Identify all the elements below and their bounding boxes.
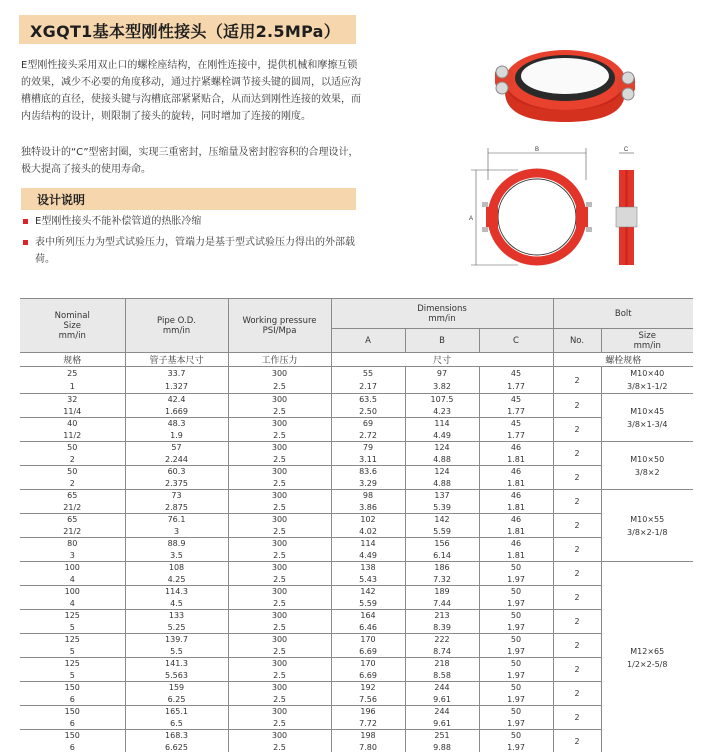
bolt-size-metric: M10×40 — [630, 369, 665, 378]
cell-n: 100 — [20, 562, 125, 574]
cell-c: 1.77 — [479, 380, 553, 394]
cell-wp: 2.5 — [228, 742, 331, 752]
cell-b: 8.74 — [405, 646, 479, 658]
cell-wp: 2.5 — [228, 550, 331, 562]
cell-wp: 2.5 — [228, 380, 331, 394]
cell-b: 7.32 — [405, 574, 479, 586]
cell-a: 102 — [331, 514, 405, 526]
cell-od: 5.563 — [125, 670, 228, 682]
cell-b: 5.39 — [405, 502, 479, 514]
cell-od: 6.25 — [125, 694, 228, 706]
cell-od: 3.5 — [125, 550, 228, 562]
cell-n: 6 — [20, 742, 125, 752]
specification-body — [20, 367, 693, 752]
table-row — [20, 562, 693, 574]
cell-a: 3.29 — [331, 478, 405, 490]
cell-n: 150 — [20, 730, 125, 742]
cell-od: 6.625 — [125, 742, 228, 752]
cell-n: 3 — [20, 550, 125, 562]
table-row — [20, 490, 693, 502]
cn-header-dimensions: 尺寸 — [331, 353, 553, 367]
cell-a: 170 — [331, 658, 405, 670]
cell-c: 45 — [479, 394, 553, 406]
cell-od: 4.25 — [125, 574, 228, 586]
cell-a: 4.49 — [331, 550, 405, 562]
cell-od: 6.5 — [125, 718, 228, 730]
cell-bolt-no: 2 — [553, 706, 601, 730]
col-header-bolt: Bolt — [553, 299, 693, 329]
bolt-size-metric: M12×65 — [630, 646, 665, 656]
cell-wp: 2.5 — [228, 574, 331, 586]
dimension-label-a: A — [468, 216, 474, 222]
table-row — [20, 466, 693, 478]
cell-b: 107.5 — [405, 394, 479, 406]
page-title: XGQT1基本型刚性接头（适用2.5MPa） — [30, 22, 341, 41]
cell-b: 213 — [405, 610, 479, 622]
cell-wp: 300 — [228, 514, 331, 526]
cell-bolt-no: 2 — [553, 682, 601, 706]
cell-wp: 300 — [228, 682, 331, 694]
table-row — [20, 442, 693, 454]
cell-wp: 2.5 — [228, 718, 331, 730]
cell-od: 48.3 — [125, 418, 228, 430]
table-row — [20, 658, 693, 670]
cell-c: 1.81 — [479, 478, 553, 490]
cell-c: 46 — [479, 466, 553, 478]
cell-b: 222 — [405, 634, 479, 646]
design-notes-title: 设计说明 — [37, 193, 86, 207]
design-note-item: E型刚性接头不能补偿管道的热胀冷缩 — [21, 213, 366, 230]
cn-header-pressure: 工作压力 — [228, 353, 331, 367]
cell-od: 60.3 — [125, 466, 228, 478]
col-header-dimensions: Dimensions mm/in — [331, 299, 553, 329]
cell-b: 8.39 — [405, 622, 479, 634]
cell-c: 1.77 — [479, 406, 553, 418]
cell-bolt-no: 2 — [553, 538, 601, 562]
cell-od: 2.375 — [125, 478, 228, 490]
cell-n: 1 — [20, 380, 125, 394]
cell-a: 63.5 — [331, 394, 405, 406]
title-bar — [19, 15, 356, 44]
table-row — [20, 514, 693, 526]
table-row — [20, 730, 693, 742]
cell-n: 4 — [20, 598, 125, 610]
cell-n: 125 — [20, 658, 125, 670]
table-row — [20, 367, 693, 381]
cell-c: 1.97 — [479, 646, 553, 658]
cell-c: 50 — [479, 586, 553, 598]
cell-wp: 300 — [228, 466, 331, 478]
cell-n: 6 — [20, 718, 125, 730]
cell-c: 1.81 — [479, 550, 553, 562]
cell-b: 97 — [405, 367, 479, 381]
col-header-working-pressure: Working pressure PSI/Mpa — [228, 299, 331, 353]
cell-n: 80 — [20, 538, 125, 550]
cell-b: 4.23 — [405, 406, 479, 418]
cell-b: 244 — [405, 706, 479, 718]
cell-wp: 300 — [228, 490, 331, 502]
cell-n: 150 — [20, 682, 125, 694]
cell-wp: 2.5 — [228, 430, 331, 442]
cell-n: 6 — [20, 694, 125, 706]
cell-bolt-size — [601, 394, 693, 442]
cell-c: 45 — [479, 418, 553, 430]
cell-c: 46 — [479, 514, 553, 526]
cell-od: 168.3 — [125, 730, 228, 742]
cell-bolt-no: 2 — [553, 610, 601, 634]
cell-c: 1.97 — [479, 694, 553, 706]
cell-a: 3.86 — [331, 502, 405, 514]
cell-od: 4.5 — [125, 598, 228, 610]
cell-n: 5 — [20, 646, 125, 658]
cell-n: 21/2 — [20, 502, 125, 514]
bolt-size-imperial: 3/8×1-1/2 — [627, 382, 668, 391]
cell-c: 50 — [479, 706, 553, 718]
cell-od: 42.4 — [125, 394, 228, 406]
cell-b: 244 — [405, 682, 479, 694]
coupling-product-photo — [490, 34, 640, 134]
cell-n: 100 — [20, 586, 125, 598]
cell-b: 137 — [405, 490, 479, 502]
cell-b: 156 — [405, 538, 479, 550]
cell-wp: 300 — [228, 730, 331, 742]
cell-a: 196 — [331, 706, 405, 718]
cell-wp: 300 — [228, 634, 331, 646]
cell-c: 50 — [479, 634, 553, 646]
cell-c: 50 — [479, 562, 553, 574]
cell-wp: 2.5 — [228, 646, 331, 658]
cell-b: 9.88 — [405, 742, 479, 752]
cell-bolt-no: 2 — [553, 658, 601, 682]
cell-a: 5.59 — [331, 598, 405, 610]
cell-a: 170 — [331, 634, 405, 646]
table-row — [20, 610, 693, 622]
cell-od: 139.7 — [125, 634, 228, 646]
col-header-c: C — [479, 329, 553, 353]
specification-table — [20, 298, 693, 752]
cell-c: 1.77 — [479, 430, 553, 442]
cell-a: 69 — [331, 418, 405, 430]
bolt-size-metric: M10×50 — [630, 454, 665, 464]
cell-a: 114 — [331, 538, 405, 550]
cell-c: 1.81 — [479, 454, 553, 466]
cell-n: 50 — [20, 466, 125, 478]
cell-wp: 300 — [228, 562, 331, 574]
cell-bolt-no: 2 — [553, 367, 601, 394]
table-row — [20, 706, 693, 718]
cell-b: 189 — [405, 586, 479, 598]
design-notes-list — [21, 213, 366, 272]
cell-c: 46 — [479, 490, 553, 502]
cell-wp: 2.5 — [228, 454, 331, 466]
cell-a: 7.72 — [331, 718, 405, 730]
col-header-bolt-no: No. — [553, 329, 601, 353]
cell-b: 3.82 — [405, 380, 479, 394]
dimension-label-c: C — [623, 147, 629, 153]
cell-wp: 2.5 — [228, 670, 331, 682]
cell-wp: 2.5 — [228, 622, 331, 634]
cell-bolt-size — [601, 562, 693, 752]
cell-a: 2.72 — [331, 430, 405, 442]
table-row — [20, 538, 693, 550]
cell-n: 2 — [20, 454, 125, 466]
cell-c: 46 — [479, 538, 553, 550]
cell-n: 5 — [20, 622, 125, 634]
cn-header-nominal: 规格 — [20, 353, 125, 367]
cell-c: 1.97 — [479, 670, 553, 682]
cell-c: 1.81 — [479, 502, 553, 514]
cell-a: 7.80 — [331, 742, 405, 752]
cell-bolt-no: 2 — [553, 466, 601, 490]
cell-n: 65 — [20, 514, 125, 526]
cell-c: 1.81 — [479, 526, 553, 538]
cell-bolt-size — [601, 367, 693, 394]
col-header-nominal-size: Nominal Size mm/in — [20, 299, 125, 353]
cell-a: 192 — [331, 682, 405, 694]
cell-a: 79 — [331, 442, 405, 454]
cell-bolt-no: 2 — [553, 418, 601, 442]
cell-od: 1.669 — [125, 406, 228, 418]
cell-od: 2.244 — [125, 454, 228, 466]
cell-c: 1.97 — [479, 718, 553, 730]
cell-od: 3 — [125, 526, 228, 538]
cell-wp: 300 — [228, 538, 331, 550]
cell-b: 9.61 — [405, 694, 479, 706]
cell-od: 1.327 — [125, 380, 228, 394]
cell-od: 5.25 — [125, 622, 228, 634]
cell-wp: 300 — [228, 442, 331, 454]
cell-a: 6.69 — [331, 670, 405, 682]
cell-b: 218 — [405, 658, 479, 670]
cell-b: 5.59 — [405, 526, 479, 538]
cell-od: 76.1 — [125, 514, 228, 526]
cell-a: 5.43 — [331, 574, 405, 586]
cell-od: 114.3 — [125, 586, 228, 598]
cell-n: 32 — [20, 394, 125, 406]
cell-bolt-no: 2 — [553, 634, 601, 658]
cell-bolt-no: 2 — [553, 730, 601, 752]
cell-wp: 300 — [228, 586, 331, 598]
cell-b: 4.49 — [405, 430, 479, 442]
cell-n: 125 — [20, 610, 125, 622]
coupling-dimension-drawing — [458, 140, 648, 270]
cell-wp: 300 — [228, 418, 331, 430]
cell-a: 2.50 — [331, 406, 405, 418]
dimension-label-b: B — [534, 147, 540, 153]
cell-n: 150 — [20, 706, 125, 718]
cell-a: 6.46 — [331, 622, 405, 634]
cell-od: 1.9 — [125, 430, 228, 442]
cell-od: 2.875 — [125, 502, 228, 514]
cell-wp: 2.5 — [228, 406, 331, 418]
cell-od: 33.7 — [125, 367, 228, 381]
cell-a: 4.02 — [331, 526, 405, 538]
cell-c: 50 — [479, 610, 553, 622]
cell-n: 11/2 — [20, 430, 125, 442]
product-description: E型刚性接头采用双止口的螺栓座结构，在刚性连接中，提供机械和摩擦互锁的效果，减少不必要的角度移动，通过拧紧螺栓调节接头键的圆周，以适应沟槽槽底的直径，使接头键与沟槽底部紧紧贴合，从而达到刚性连接的效果，而内齿结构的设计，则限制了接头的旋转，同时增加了连接的刚度。 — [21, 60, 361, 122]
cell-b: 124 — [405, 442, 479, 454]
cell-c: 46 — [479, 442, 553, 454]
cell-wp: 300 — [228, 394, 331, 406]
cell-wp: 2.5 — [228, 598, 331, 610]
cell-od: 108 — [125, 562, 228, 574]
bolt-size-imperial: 1/2×2-5/8 — [627, 659, 668, 669]
cell-bolt-no: 2 — [553, 394, 601, 418]
cell-a: 98 — [331, 490, 405, 502]
cell-a: 2.17 — [331, 380, 405, 394]
design-note-item: 表中所列压力为型式试验压力，管端力是基于型式试验压力得出的外部载荷。 — [21, 234, 366, 268]
cell-a: 164 — [331, 610, 405, 622]
cell-od: 133 — [125, 610, 228, 622]
cell-n: 65 — [20, 490, 125, 502]
cell-c: 1.97 — [479, 598, 553, 610]
cell-b: 4.88 — [405, 478, 479, 490]
cell-bolt-no: 2 — [553, 490, 601, 514]
seal-description: 独特设计的“C”型密封圈，实现三重密封，压缩量及密封腔容积的合理设计，极大提高了接头的使用寿命。 — [21, 147, 359, 175]
col-header-pipe-od: Pipe O.D. mm/in — [125, 299, 228, 353]
bolt-size-imperial: 3/8×2 — [634, 467, 660, 477]
col-header-a: A — [331, 329, 405, 353]
cell-od: 88.9 — [125, 538, 228, 550]
cell-wp: 300 — [228, 610, 331, 622]
cell-b: 6.14 — [405, 550, 479, 562]
cell-od: 5.5 — [125, 646, 228, 658]
cell-a: 6.69 — [331, 646, 405, 658]
cell-bolt-size — [601, 442, 693, 490]
cell-n: 25 — [20, 367, 125, 381]
cell-c: 1.97 — [479, 742, 553, 752]
cell-wp: 2.5 — [228, 502, 331, 514]
cell-od: 159 — [125, 682, 228, 694]
table-row — [20, 418, 693, 430]
cell-n: 4 — [20, 574, 125, 586]
cell-od: 141.3 — [125, 658, 228, 670]
cell-wp: 300 — [228, 367, 331, 381]
cell-n: 40 — [20, 418, 125, 430]
bolt-size-imperial: 3/8×1-3/4 — [627, 419, 668, 429]
cell-wp: 300 — [228, 706, 331, 718]
bolt-size-metric: M10×45 — [630, 406, 665, 416]
cell-b: 114 — [405, 418, 479, 430]
cell-c: 50 — [479, 730, 553, 742]
cell-n: 21/2 — [20, 526, 125, 538]
cell-wp: 2.5 — [228, 694, 331, 706]
table-row — [20, 394, 693, 406]
cell-bolt-no: 2 — [553, 562, 601, 586]
col-header-b: B — [405, 329, 479, 353]
cell-b: 142 — [405, 514, 479, 526]
cell-b: 4.88 — [405, 454, 479, 466]
cell-n: 50 — [20, 442, 125, 454]
cell-c: 45 — [479, 367, 553, 381]
cell-wp: 2.5 — [228, 526, 331, 538]
cell-a: 55 — [331, 367, 405, 381]
cell-c: 50 — [479, 682, 553, 694]
col-header-bolt-size: Size mm/in — [601, 329, 693, 353]
cell-bolt-no: 2 — [553, 442, 601, 466]
cell-c: 1.97 — [479, 622, 553, 634]
cell-bolt-size — [601, 490, 693, 562]
cell-n: 11/4 — [20, 406, 125, 418]
cell-n: 5 — [20, 670, 125, 682]
design-notes-bar — [21, 188, 356, 210]
cell-od: 57 — [125, 442, 228, 454]
cell-a: 7.56 — [331, 694, 405, 706]
cell-a: 142 — [331, 586, 405, 598]
cell-n: 125 — [20, 634, 125, 646]
cell-b: 124 — [405, 466, 479, 478]
cell-od: 73 — [125, 490, 228, 502]
cn-header-bolt: 螺栓规格 — [553, 353, 693, 367]
cell-od: 165.1 — [125, 706, 228, 718]
cell-bolt-no: 2 — [553, 586, 601, 610]
cell-b: 251 — [405, 730, 479, 742]
cell-a: 138 — [331, 562, 405, 574]
bolt-size-imperial: 3/8×2-1/8 — [627, 527, 668, 537]
table-row — [20, 634, 693, 646]
cn-header-od: 管子基本尺寸 — [125, 353, 228, 367]
cell-b: 8.58 — [405, 670, 479, 682]
cell-a: 83.6 — [331, 466, 405, 478]
cell-b: 7.44 — [405, 598, 479, 610]
cell-a: 198 — [331, 730, 405, 742]
cell-c: 50 — [479, 658, 553, 670]
cell-c: 1.97 — [479, 574, 553, 586]
cell-b: 9.61 — [405, 718, 479, 730]
table-row — [20, 682, 693, 694]
cell-b: 186 — [405, 562, 479, 574]
table-row — [20, 586, 693, 598]
cell-a: 3.11 — [331, 454, 405, 466]
cell-bolt-no: 2 — [553, 514, 601, 538]
cell-n: 2 — [20, 478, 125, 490]
cell-wp: 2.5 — [228, 478, 331, 490]
bolt-size-metric: M10×55 — [630, 514, 665, 524]
cell-wp: 300 — [228, 658, 331, 670]
